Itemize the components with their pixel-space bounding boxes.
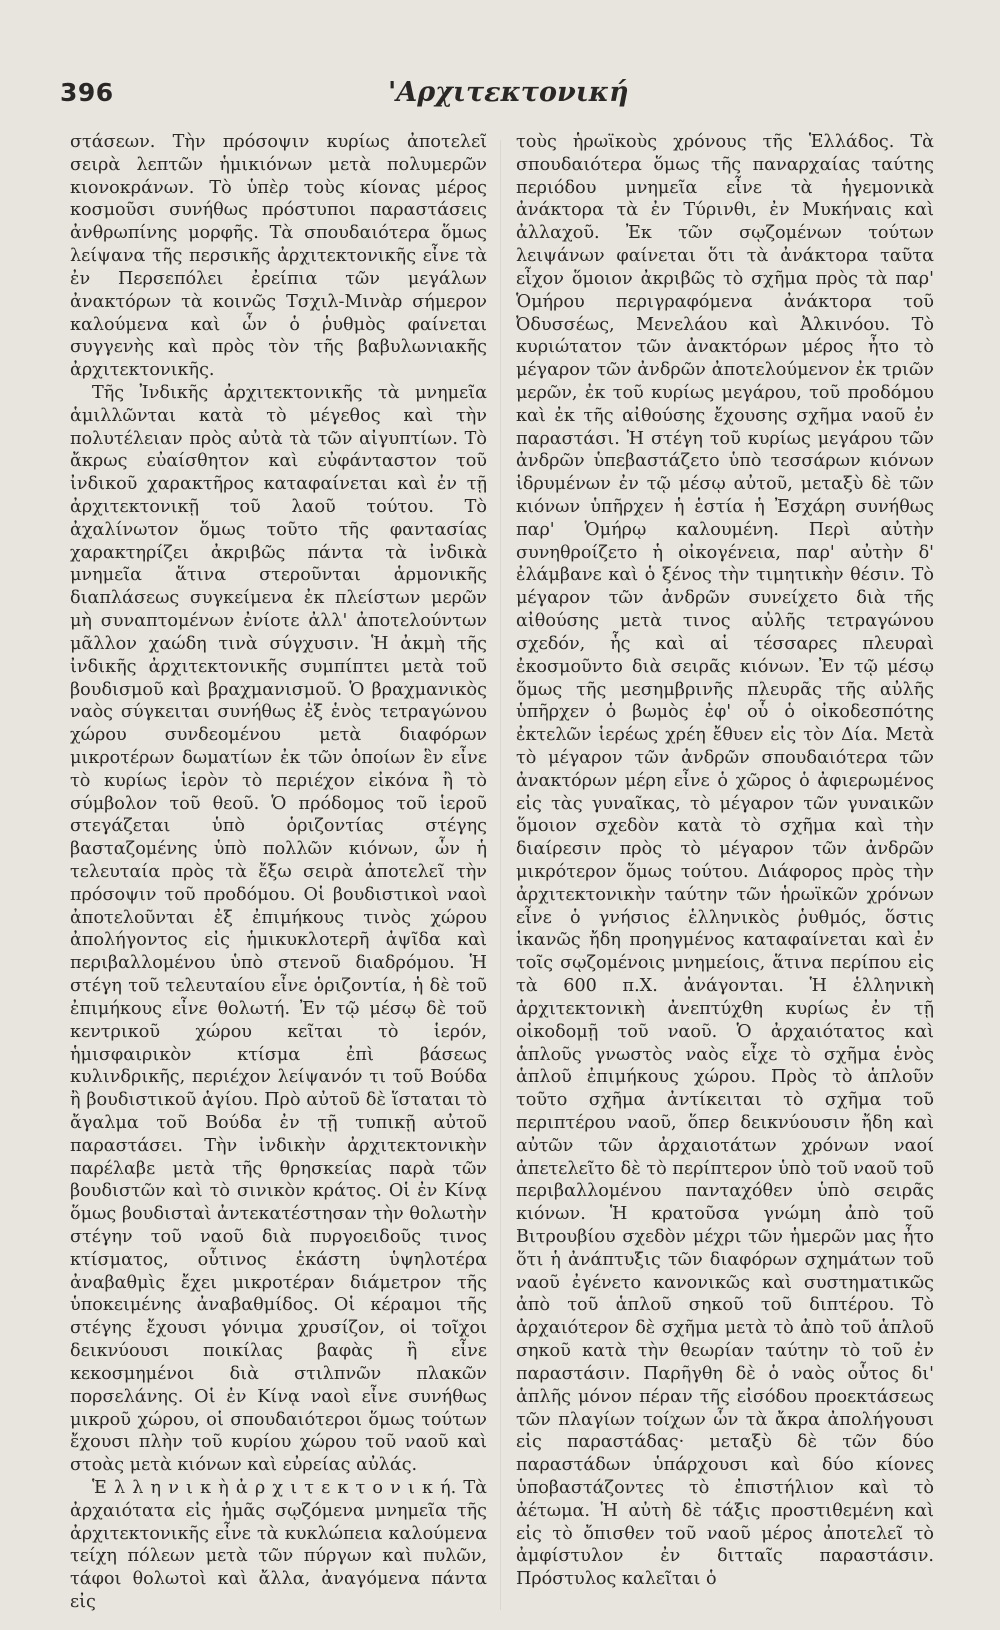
page-number: 396: [60, 78, 114, 107]
column-divider: [500, 140, 501, 1610]
page-header: [0, 0, 1000, 120]
paragraph: τοὺς ἡρωϊκοὺς χρόνους τῆς Ἑλλάδος. Τὰ σπουδαιότερα ὅμως τῆς παναρχαίας ταύτης περιόδου μνημεῖα εἶνε τὰ ἡγεμονικὰ ἀνάκτορα τὰ ἐν Τύρινθι, ἐν Μυκήναις καὶ ἀλλαχοῦ. Ἐκ τῶν σῳζομένων τούτων λειψάνων φαίνεται ὅτι τὰ ἀνάκτορα ταῦτα εἶχον ὅμοιον ἀκριβῶς τὸ σχῆμα πρὸς τὰ παρ' Ὁμήρου περιγραφόμενα ἀνάκτορα τοῦ Ὀδυσσέως, Μενελάου καὶ Ἀλκινόου. Τὸ κυριώτατον τῶν ἀνακτόρων μέρος ἦτο τὸ μέγαρον τῶν ἀνδρῶν ἀποτελούμενον ἐκ τριῶν μερῶν, ἐκ τοῦ κυρίως μεγάρου, τοῦ προδόμου καὶ ἐκ τῆς αἰθούσης ἔχουσης σχῆμα ναοῦ ἐν παραστάσι. Ἡ στέγη τοῦ κυρίως μεγάρου τῶν ἀνδρῶν ὑπεβαστάζετο ὑπὸ τεσσάρων κιόνων ἱδρυμένων ἐν τῷ μέσῳ αὐτοῦ, μεταξὺ δὲ τῶν κιόνων ὑπῆρχεν ἡ ἑστία ἡ Ἐσχάρη συνήθως παρ' Ὁμήρῳ καλουμένη. Περὶ αὐτὴν συνηθροίζετο ἡ οἰκογένεια, παρ' αὐτὴν δ' ἐλάμβανε καὶ ὁ ξένος τὴν τιμητικὴν θέσιν. Τὸ μέγαρον τῶν ἀνδρῶν συνείχετο διὰ τῆς αἰθούσης μετὰ τινος αὐλῆς τετραγώνου σχεδόν, ἧς καὶ αἱ τέσσαρες πλευραὶ ἐκοσμοῦντο διὰ σειρᾶς κιόνων. Ἐν τῷ μέσῳ ὅμως τῆς μεσημβρινῆς πλευρᾶς τῆς αὐλῆς ὑπῆρχεν ὁ βωμὸς ἐφ' οὗ ὁ οἰκοδεσπότης ἐκτελῶν ἱερέως χρέη ἔθυεν εἰς τὸν Δία. Μετὰ τὸ μέγαρον τῶν ἀνδρῶν σπουδαιότερα τῶν ἀνακτόρων μέρη εἶνε ὁ χῶρος ὁ ἀφιερωμένος εἰς τὰς γυναῖκας, τὸ μέγαρον τῶν γυναικῶν ὅμοιον σχεδὸν κατὰ τὸ σχῆμα καὶ τὴν διαίρεσιν πρὸς τὸ μέγαρον τῶν ἀνδρῶν μικρότερον ὅμως τούτου. Διάφορος πρὸς τὴν ἀρχιτεκτονικὴν ταύτην τῶν ἡρωϊκῶν χρόνων εἶνε ὁ γνήσιος ἑλληνικὸς ῥυθμός, ὅστις ἱκανῶς ἤδη προηγμένος καταφαίνεται καὶ ἐν τοῖς σῳζομένοις μνημείοις, ἅτινα περίπου εἰς τὰ 600 π.Χ. ἀνάγονται. Ἡ ἑλληνικὴ ἀρχιτεκτονικὴ ἀνεπτύχθη κυρίως ἐν τῇ οἰκοδομῇ τοῦ ναοῦ. Ὁ ἀρχαιότατος καὶ ἁπλοῦς γνωστὸς ναὸς εἶχε τὸ σχῆμα ἑνὸς ἁπλοῦ ἐπιμήκους χώρου. Πρὸς τὸ ἁπλοῦν τοῦτο σχῆμα ἀντίκειται τὸ σχῆμα τοῦ περιπτέρου ναοῦ, ὅπερ δεικνύουσιν ἤδη καὶ αὐτῶν τῶν ἀρχαιοτάτων χρόνων ναοί ἀπετελεῖτο δὲ τὸ περίπτερον ὑπὸ τοῦ ναοῦ τοῦ περιβαλλομένου πανταχόθεν ὑπὸ σειρᾶς κιόνων. Ἡ κρατοῦσα γνώμη ἀπὸ τοῦ Βιτρουβίου σχεδὸν μέχρι τῶν ἡμερῶν μας ἦτο ὅτι ἡ ἀνάπτυξις τῶν διαφόρων σχημάτων τοῦ ναοῦ ἐγένετο κανονικῶς καὶ συστηματικῶς ἀπὸ τοῦ ἁπλοῦ σηκοῦ τοῦ διπτέρου. Τὸ ἀρχαιότερον δὲ σχῆμα μετὰ τὸ ἀπὸ τοῦ ἁπλοῦ σηκοῦ κατὰ τὴν θεωρίαν ταύτην τὸ τοῦ ἐν παραστάσιν. Παρῆγθη δὲ ὁ ναὸς οὗτος δι' ἁπλῆς μόνον πέραν τῆς εἰσόδου προεκτάσεως τῶν πλαγίων τοίχων ὧν τὰ ἄκρα ἀπολήγουσι εἰς παραστάδας· μεταξὺ δὲ τῶν δύο παραστάδων ὑπάρχουσι καὶ δύο κίονες ὑποβαστάζοντες τὸ ἐπιστήλιον καὶ τὸ ἀέτωμα. Ἡ αὐτὴ δὲ τάξις προστιθεμένη καὶ εἰς τὸ ὄπισθεν τοῦ ναοῦ μέρος ἀποτελεῖ τὸ ἀμφίστυλον ἐν διτταῖς παραστάσιν. Πρόστυλος καλεῖται ὁ: [516, 132, 934, 1590]
left-column: [70, 131, 487, 1614]
paragraph: στάσεων. Τὴν πρόσοψιν κυρίως ἀποτελεῖ σειρὰ λεπτῶν ἡμικιόνων μετὰ πολυμερῶν κιονοκράνων. Τὸ ὑπὲρ τοὺς κίονας μέρος κοσμοῦσι συνήθως πρόστυποι παραστάσεις ἀνθρωπίνης μορφῆς. Τὰ σπουδαιότερα ὅμως λείψανα τῆς περσικῆς ἀρχιτεκτονικῆς εἶνε τὰ ἐν Περσεπόλει ἐρείπια τῶν μεγάλων ἀνακτόρων τὰ κοινῶς Τσχιλ-Μινὰρ σήμερον καλούμενα καὶ ὧν ὁ ῥυθμὸς φαίνεται συγγενὴς καὶ πρὸς τὸν τῆς βαβυλωνιακῆς ἀρχιτεκτονικῆς.: [70, 132, 487, 381]
running-title: 'Αρχιτεκτονική: [388, 77, 629, 108]
right-column: [516, 131, 934, 1591]
paragraph: Τῆς Ἰνδικῆς ἀρχιτεκτονικῆς τὰ μνημεῖα ἁμιλλῶνται κατὰ τὸ μέγεθος καὶ τὴν πολυτέλειαν πρὸς αὐτὰ τὰ τῶν αἰγυπτίων. Τὸ ἄκρως εὐαίσθητον καὶ εὐφάνταστον τοῦ ἰνδικοῦ χαρακτῆρος καταφαίνεται καὶ ἐν τῇ ἀρχιτεκτονικῇ τοῦ λαοῦ τούτου. Τὸ ἀχαλίνωτον ὅμως τοῦτο τῆς φαντασίας χαρακτηρίζει ἀκριβῶς πάντα τὰ ἰνδικὰ μνημεῖα ἅτινα στεροῦνται ἁρμονικῆς διαπλάσεως συγκείμενα ἐκ πλείστων μερῶν μὴ συναπτομένων ἐνίοτε ἀλλ' ἀποτελούντων μᾶλλον χαώδη τινὰ σύγχυσιν. Ἡ ἀκμὴ τῆς ἰνδικῆς ἀρχιτεκτονικῆς συμπίπτει μετὰ τοῦ βουδισμοῦ καὶ βραχμανισμοῦ. Ὁ βραχμανικὸς ναὸς σύγκειται συνήθως ἐξ ἑνὸς τετραγώνου χώρου συνδεομένου μετὰ διαφόρων μικροτέρων δωματίων ἐκ τῶν ὁποίων ἓν εἶνε τὸ κυρίως ἱερὸν τὸ περιέχον εἰκόνα ἢ τὸ σύμβολον τοῦ θεοῦ. Ὁ πρόδομος τοῦ ἱεροῦ στεγάζεται ὑπὸ ὁριζοντίας στέγης βασταζομένης ὑπὸ πολλῶν κιόνων, ὧν ἡ τελευταία πρὸς τὰ ἔξω σειρὰ ἀποτελεῖ τὴν πρόσοψιν τοῦ προδόμου. Οἱ βουδιστικοὶ ναοὶ ἀποτελοῦνται ἐξ ἐπιμήκους τινὸς χώρου ἀπολήγοντος εἰς ἡμικυκλοτερῆ ἀψῖδα καὶ περιβαλλομένου ὑπὸ στενοῦ διαδρόμου. Ἡ στέγη τοῦ τελευταίου εἶνε ὁριζοντία, ἡ δὲ τοῦ ἐπιμήκους εἶνε θολωτή. Ἐν τῷ μέσῳ δὲ τοῦ κεντρικοῦ χώρου κεῖται τὸ ἱερόν, ἡμισφαιρικὸν κτίσμα ἐπὶ βάσεως κυλινδρικῆς, περιέχον λείψανόν τι τοῦ Βούδα ἢ βουδιστικοῦ ἁγίου. Πρὸ αὐτοῦ δὲ ἵσταται τὸ ἄγαλμα τοῦ Βούδα ἐν τῇ τυπικῇ αὐτοῦ παραστάσει. Τὴν ἰνδικὴν ἀρχιτεκτονικὴν παρέλαβε μετὰ τῆς θρησκείας παρὰ τῶν βουδιστῶν καὶ τὸ σινικὸν κράτος. Οἱ ἐν Κίνᾳ ὅμως βουδισταὶ ἀντεκατέστησαν τὴν θολωτὴν στέγην τοῦ ναοῦ διὰ πυργοειδοῦς τινος κτίσματος, οὗτινος ἑκάστη ὑψηλοτέρα ἀναβαθμὶς ἔχει μικροτέραν διάμετρον τῆς ὑποκειμένης ἀναβαθμίδος. Οἱ κέραμοι τῆς στέγης ἔχουσι γόνιμα χρυσίζον, οἱ τοῖχοι δεικνύουσι ποικίλας βαφὰς ἢ εἶνε κεκοσμημένοι διὰ στιλπνῶν πλακῶν πορσελάνης. Οἱ ἐν Κίνᾳ ναοὶ εἶνε συνήθως μικροῦ χώρου, οἱ σπουδαιότεροι ὅμως τούτων ἔχουσι πλὴν τοῦ κυρίου χώρου τοῦ ναοῦ καὶ στοὰς μετὰ κιόνων καὶ εὐρείας αὐλάς.: [70, 382, 487, 1476]
paragraph: Ἑ λ λ η ν ι κ ὴ ἀ ρ χ ι τ ε κ τ ο ν ι κ ή. Τὰ ἀρχαιότατα εἰς ἡμᾶς σῳζόμενα μνημεῖα τῆς ἀρχιτεκτονικῆς εἶνε τὰ κυκλώπεια καλούμενα τείχη πόλεων μετὰ τῶν πύργων καὶ πυλῶν, τάφοι θολωτοὶ καὶ ἄλλα, ἀναγόμενα πάντα εἰς: [70, 1477, 487, 1612]
